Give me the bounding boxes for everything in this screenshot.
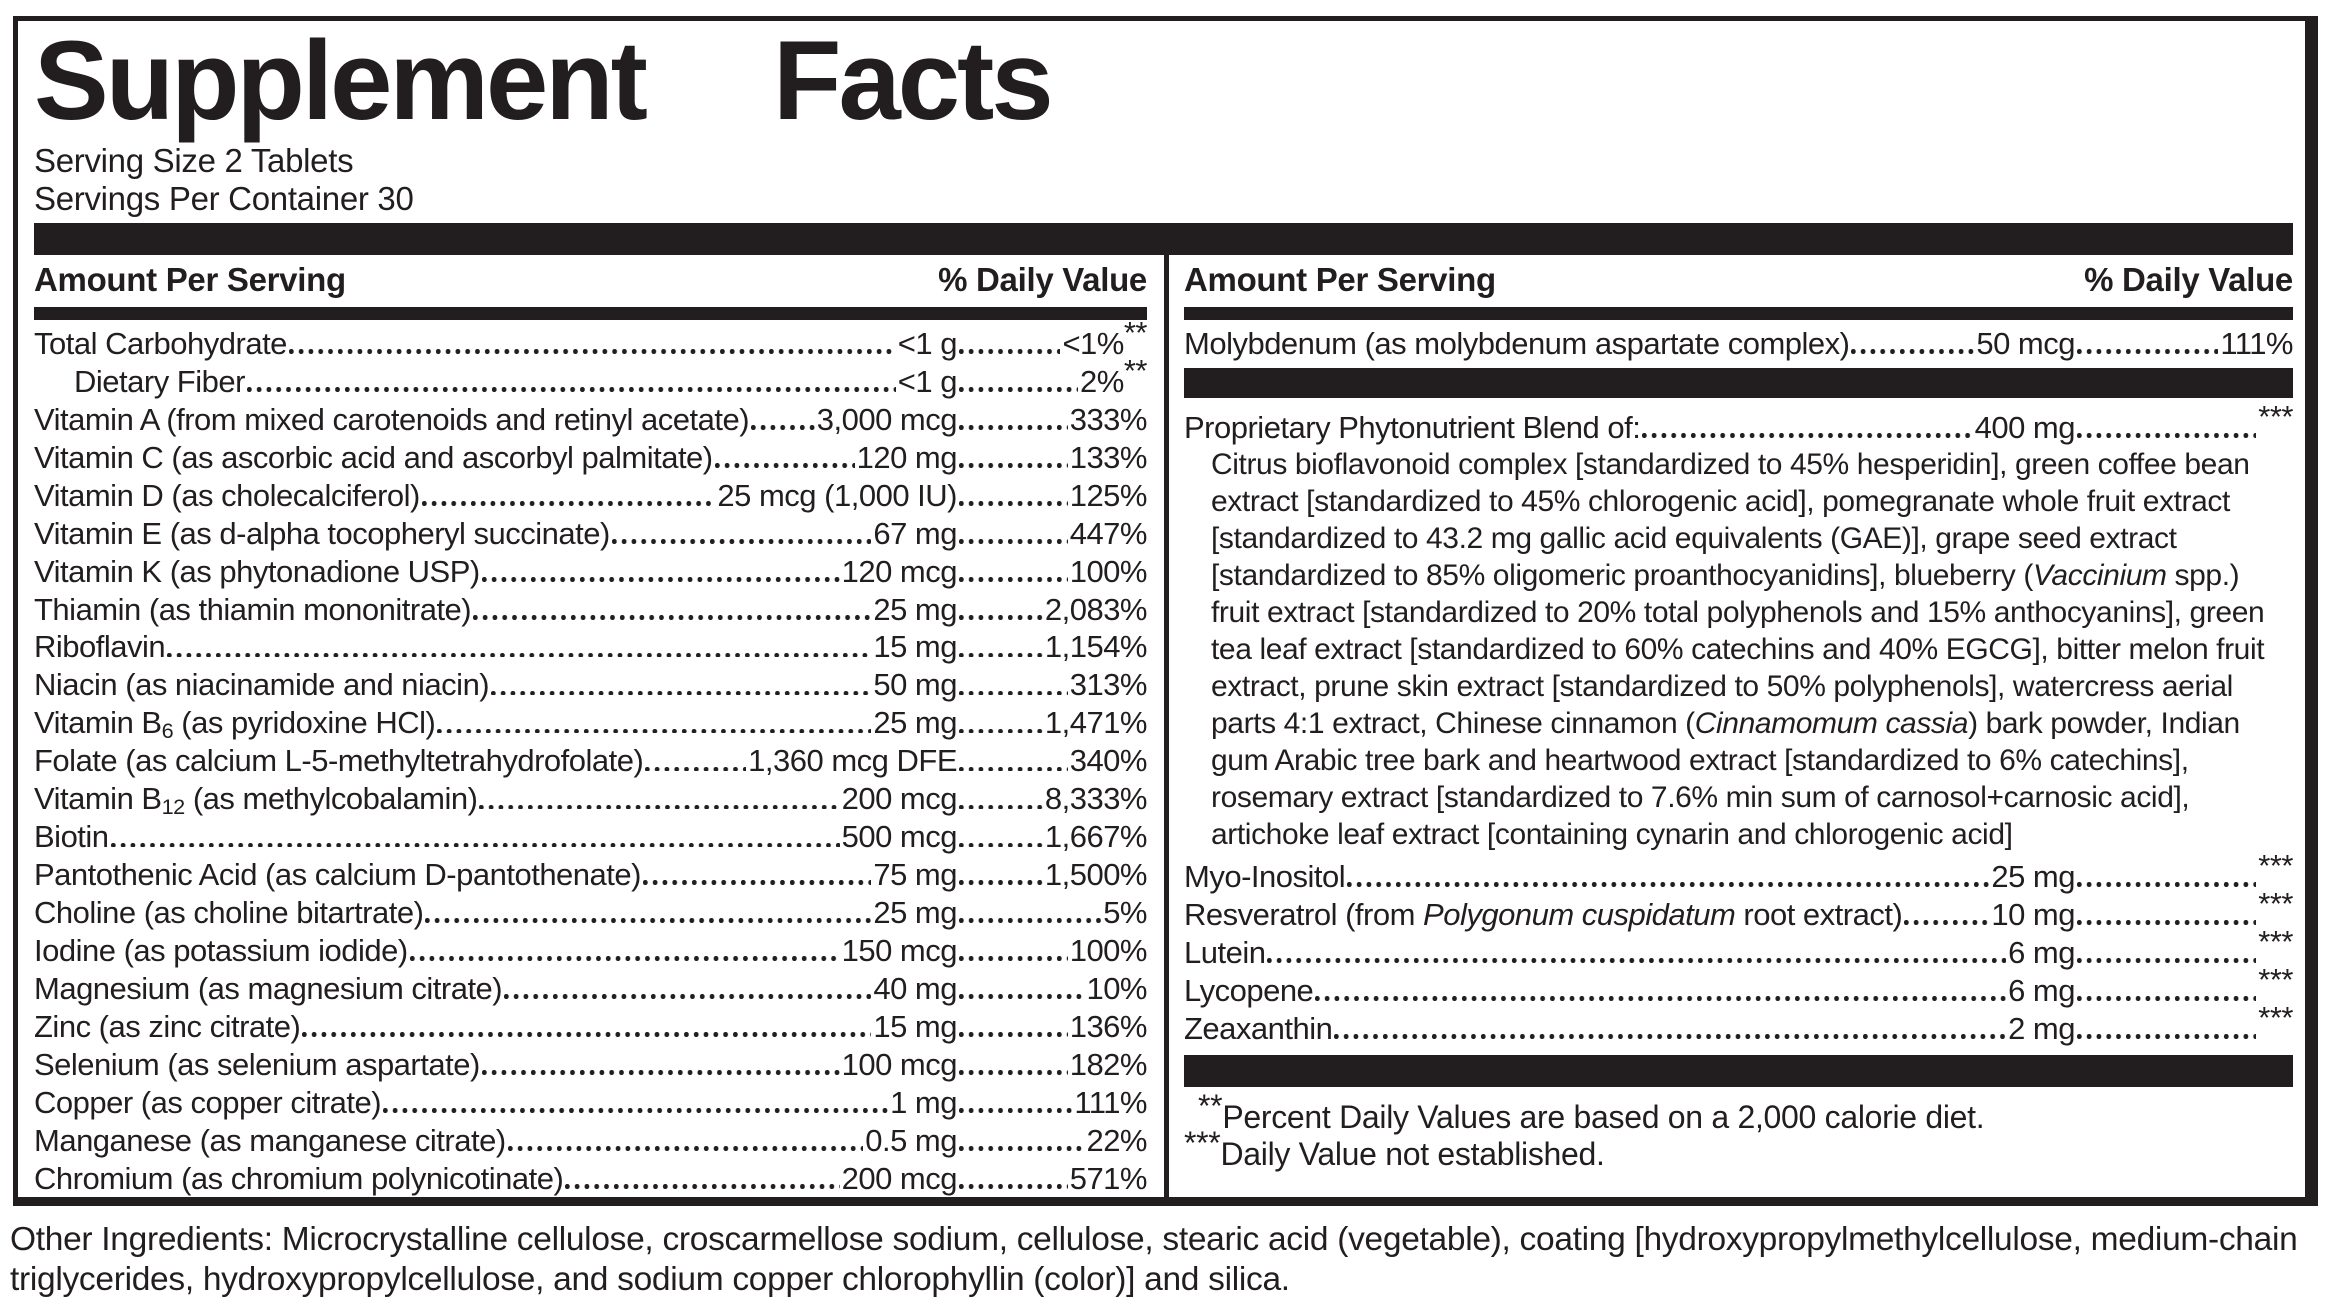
nutrient-dv-group [957,857,1147,893]
nutrient-name: Lycopene [1184,972,1314,1008]
nutrient-name: Biotin [34,819,109,855]
nutrient-dv-group [957,629,1147,665]
nutrient-daily-value [2258,1000,2293,1047]
nutrient-dv-group [957,440,1147,476]
nutrient-name: Vitamin B12 (as methylcobalamin) [34,781,478,819]
nutrient-amount: <1 g [897,325,957,361]
nutrient-daily-value: 1,667% [1044,819,1147,855]
dot-leader [959,918,1101,923]
nutrient-daily-value: 125% [1069,477,1147,513]
nutrient-name: Zeaxanthin [1184,1010,1333,1046]
nutrient-name: Copper (as copper citrate) [34,1084,382,1120]
nutrient-amount: 1,360 mcg DFE [748,743,957,779]
nutrient-dv-group [957,478,1147,514]
nutrient-name: Vitamin D (as cholecalciferol) [34,477,420,513]
dot-leader [959,501,1068,506]
nutrient-row [34,741,1147,779]
nutrient-daily-value [2258,399,2293,446]
nutrient-dv-group [957,933,1147,969]
dot-leader [959,956,1068,961]
dot-leader [959,349,1060,354]
nutrient-dv-group [2075,326,2293,362]
nutrient-row [34,552,1147,590]
nutrient-daily-value: 571% [1069,1160,1147,1196]
dot-leader [959,729,1043,734]
nutrient-daily-value: 447% [1069,515,1147,551]
dot-leader [302,1032,871,1037]
nutrient-daily-value: 182% [1069,1046,1147,1082]
nutrient-row [34,817,1147,855]
dot-leader [2077,882,2256,887]
text-segment-sup: *** [2258,962,2293,998]
dot-leader [959,387,1078,392]
footnotes [1184,1087,2293,1173]
dot-leader [410,956,840,961]
dot-leader [479,805,839,810]
nutrient-amount: 25 mg [873,591,957,627]
dot-leader [247,387,896,392]
dot-leader [959,843,1043,848]
section-bar-top [34,223,2293,255]
nutrient-name: Vitamin A (from mixed carotenoids and retinyl acetate) [34,401,750,437]
dot-leader [425,918,871,923]
nutrient-name: Molybdenum (as molybdenum aspartate complex) [1184,325,1850,361]
dot-leader [491,691,871,696]
nutrient-name: Vitamin B6 (as pyridoxine HCl) [34,705,436,743]
nutrient-daily-value: 2%** [1080,353,1147,399]
nutrient-row [1184,886,2293,933]
nutrient-dv-group [957,592,1147,628]
nutrient-name: Manganese (as manganese citrate) [34,1122,506,1158]
dot-leader [289,349,896,354]
proprietary-blend-row [1184,399,2293,446]
nutrient-name: Vitamin C (as ascorbic acid and ascorbyl palmitate) [34,439,713,475]
nutrient-amount: 50 mg [873,667,957,703]
nutrient-row [1184,924,2293,971]
nutrient-daily-value: 313% [1069,667,1147,703]
amount-per-serving-header: Amount Per Serving [34,261,346,298]
dot-leader [1267,958,2006,963]
nutrient-name: Vitamin E (as d-alpha tocopheryl succinate) [34,515,610,551]
nutrient-amount: 75 mg [873,857,957,893]
text-segment-i: Vaccinium [2032,558,2167,592]
nutrient-amount: 25 mcg (1,000 IU) [717,477,957,513]
nutrient-row [34,400,1147,438]
nutrient-row [34,1007,1147,1045]
text-segment-sup: ** [1123,353,1147,389]
footnote: **Percent Daily Values are based on a 2,000 calorie diet. [1198,1087,1985,1135]
dot-leader [645,767,746,772]
nutrient-name: Folate (as calcium L-5-methyltetrahydrofolate) [34,743,644,779]
text-segment-sup: *** [2258,399,2293,435]
dot-leader [959,1032,1068,1037]
nutrient-amount: 15 mg [873,629,957,665]
daily-value-header: % Daily Value [938,261,1147,298]
nutrient-row [34,628,1147,666]
dot-leader [959,767,1068,772]
nutrient-daily-value: 100% [1069,553,1147,589]
nutrient-name: Vitamin K (as phytonadione USP) [34,553,480,589]
nutrient-dv-group [957,315,1147,362]
nutrient-row [34,438,1147,476]
nutrient-row [34,315,1147,362]
text-segment-i: Polygonum cuspidatum [1423,896,1736,932]
nutrient-amount: 40 mg [873,970,957,1006]
right-column-header [1184,255,2293,307]
nutrient-row [34,969,1147,1007]
facts-box [13,16,2318,1206]
nutrient-amount: 3,000 mcg [816,401,957,437]
nutrient-amount: 6 mg [2008,934,2075,970]
dot-leader [504,994,871,999]
nutrient-dv-group [2075,1000,2293,1047]
nutrient-name: Riboflavin [34,629,166,665]
nutrient-row [1184,1000,2293,1047]
dot-leader [383,1108,888,1113]
nutrient-amount: 120 mcg [841,553,957,589]
dot-leader [612,539,871,544]
dot-leader [959,577,1068,582]
text-segment-sub: 12 [161,793,185,819]
nutrient-daily-value: 1,500% [1044,857,1147,893]
dot-leader [2077,433,2256,438]
nutrient-row [34,779,1147,817]
nutrient-daily-value: 2,083% [1044,591,1147,627]
nutrient-row [34,665,1147,703]
nutrient-name: Myo-Inositol [1184,858,1346,894]
nutrient-dv-group [957,1161,1147,1197]
nutrient-dv-group [957,516,1147,552]
nutrient-amount: 200 mcg [841,781,957,817]
nutrient-name: Niacin (as niacinamide and niacin) [34,667,490,703]
nutrient-name: Dietary Fiber [74,363,245,399]
nutrient-row [1184,962,2293,1009]
nutrient-daily-value: 333% [1069,401,1147,437]
left-column [34,255,1147,1197]
nutrient-daily-value: 136% [1069,1008,1147,1044]
nutrient-daily-value: 1,471% [1044,705,1147,741]
dot-leader [959,805,1043,810]
dot-leader [751,425,815,430]
text-segment-sup: *** [2258,924,2293,960]
text-segment-sup: *** [2258,886,2293,922]
nutrient-row [34,514,1147,552]
text-segment-sup: *** [2258,1000,2293,1036]
nutrient-amount: 67 mg [873,515,957,551]
supplement-facts-title: Supplement Facts [34,18,1051,143]
dot-leader [565,1184,839,1189]
nutrient-daily-value: <1%** [1062,315,1147,361]
dot-leader [2077,1034,2256,1039]
nutrient-amount: 0.5 mg [865,1122,957,1158]
dot-leader [715,463,855,468]
nutrient-amount: 400 mg [1974,409,2075,445]
nutrient-name: Total Carbohydrate [34,325,287,361]
nutrient-row [34,476,1147,514]
section-bar-blend [1184,368,2293,398]
daily-value-header: % Daily Value [2084,261,2293,298]
dot-leader [959,653,1043,658]
nutrient-row [34,1045,1147,1083]
nutrient-name: Pantothenic Acid (as calcium D-pantothenate) [34,857,641,893]
dot-leader [1642,433,1972,438]
dot-leader [1851,349,1974,354]
nutrient-daily-value: 100% [1069,932,1147,968]
dot-leader [482,577,840,582]
right-nutrient-rows-bottom [1184,848,2293,1047]
dot-leader [473,615,871,620]
dot-leader [2077,349,2218,354]
nutrient-dv-group [957,1009,1147,1045]
right-column [1184,255,2293,1197]
nutrient-name: Thiamin (as thiamin mononitrate) [34,591,472,627]
nutrient-row [1184,399,2293,446]
nutrient-row [34,855,1147,893]
nutrient-dv-group [957,1085,1147,1121]
serving-info [34,142,2293,218]
footnote: ***Daily Value not established. [1184,1124,1605,1172]
nutrient-name: Lutein [1184,934,1266,970]
text-segment-sup: ** [1123,315,1147,351]
left-nutrient-rows [34,315,1147,1197]
nutrient-dv-group [957,971,1147,1007]
nutrient-amount: 25 mg [873,705,957,741]
dot-leader [959,994,1084,999]
nutrient-daily-value: 22% [1086,1122,1147,1158]
nutrient-row [34,1159,1147,1197]
nutrient-amount: 2 mg [2008,1010,2075,1046]
nutrient-amount: 6 mg [2008,972,2075,1008]
text-segment-sup: ** [1198,1087,1223,1124]
nutrient-name: Magnesium (as magnesium citrate) [34,970,503,1006]
serving-size: Serving Size 2 Tablets [34,142,354,179]
nutrient-daily-value: 111% [1074,1084,1147,1120]
nutrient-amount: <1 g [897,363,957,399]
nutrient-amount: 100 mcg [841,1046,957,1082]
text-segment-sup: *** [1184,1124,1221,1161]
nutrient-dv-group [957,1123,1147,1159]
nutrient-dv-group [2075,399,2293,446]
nutrient-daily-value: 10% [1086,970,1147,1006]
dot-leader [1315,996,2006,1001]
proprietary-blend-description: Citrus bioflavonoid complex [standardized to 45% hesperidin], green coffee bean extract [standardized to 45% chlorogenic acid], pomegranate whole fruit extract [standardized to 43.2 mg gallic acid equivalents (GAE)], grape seed extract [standardized to 85% oligomeric proanthocyanidins], blueberry (Vaccinium spp.) fruit extract [standardized to 20% total polyphenols and 15% anthocyanins], green tea leaf extract [standardized to 60% catechins and 40% EGCG], bitter melon fruit extract, prune skin extract [standardized to 50% polyphenols], watercress aerial parts 4:1 extract, Chinese cinnamon (Cinnamomum cassia) bark powder, Indian gum Arabic tree bark and heartwood extract [standardized to 6% catechins], rosemary extract [standardized to 7.6% min sum of carnosol+carnosic acid], artichoke leaf extract [containing cynarin and chlorogenic acid] [1211,447,2265,851]
nutrient-row [34,353,1147,400]
dot-leader [2077,920,2256,925]
nutrient-amount: 1 mg [890,1084,957,1120]
nutrient-dv-group [957,353,1147,400]
header-underline-bar [34,307,1147,320]
dot-leader [959,463,1068,468]
nutrient-amount: 25 mg [873,895,957,930]
nutrient-daily-value: 5% [1103,895,1147,930]
other-ingredients: Other Ingredients: Microcrystalline cellulose, croscarmellose sodium, cellulose, stearic acid (vegetable), coating [hydroxypropylmethylcellulose, medium-chain triglycerides, hydroxypropylcellulose, and sodium copper chlorophyllin (color)] and silica. [10,1221,2298,1298]
nutrient-dv-group [957,705,1147,741]
nutrient-amount: 15 mg [873,1008,957,1044]
dot-leader [959,1108,1072,1113]
nutrient-amount: 10 mg [1991,896,2075,932]
dot-leader [1334,1034,2006,1039]
right-nutrient-rows-top [1184,320,2293,362]
nutrient-daily-value: 111% [2220,325,2293,361]
amount-per-serving-header: Amount Per Serving [1184,261,1496,298]
nutrient-row [34,590,1147,628]
dot-leader [959,880,1043,885]
nutrient-row [34,1121,1147,1159]
text-segment-sub: 6 [161,717,174,743]
nutrient-name: Selenium (as selenium aspartate) [34,1046,480,1082]
dot-leader [959,539,1068,544]
header-underline-bar [1184,307,2293,320]
text-segment-i: Cinnamomum cassia [1694,706,1969,740]
dot-leader [2077,958,2256,963]
text-segment-sup: *** [2258,848,2293,884]
dot-leader [111,843,840,848]
nutrient-dv-group [957,819,1147,855]
nutrient-dv-group [957,743,1147,779]
nutrient-row [34,893,1147,931]
nutrient-dv-group [957,402,1147,438]
nutrient-daily-value: 1,154% [1044,629,1147,665]
nutrient-dv-group [957,1047,1147,1083]
dot-leader [508,1146,864,1151]
dot-leader [482,1070,840,1075]
dot-leader [2077,996,2256,1001]
dot-leader [959,615,1043,620]
nutrient-daily-value: 133% [1069,439,1147,475]
left-column-header [34,255,1147,307]
nutrient-amount: 150 mcg [841,932,957,968]
nutrient-name: Choline (as choline bitartrate) [34,895,424,930]
nutrient-row [1184,324,2293,362]
column-divider [1164,255,1169,1197]
nutrient-name: Resveratrol (from Polygonum cuspidatum root extract) [1184,896,1903,932]
dot-leader [437,729,871,734]
dot-leader [959,691,1068,696]
dot-leader [167,653,871,658]
nutrient-amount: 25 mg [1991,858,2075,894]
nutrient-dv-group [957,781,1147,817]
nutrient-daily-value: 340% [1069,743,1147,779]
nutrient-daily-value: 8,333% [1044,781,1147,817]
nutrient-amount: 50 mcg [1976,325,2075,361]
nutrient-row [1184,848,2293,895]
nutrient-dv-group [957,667,1147,703]
facts-columns [34,255,2293,1197]
dot-leader [959,1184,1068,1189]
nutrient-name: Chromium (as chromium polynicotinate) [34,1160,564,1196]
dot-leader [1347,882,1989,887]
nutrient-amount: 120 mg [856,439,957,475]
dot-leader [959,1070,1068,1075]
nutrient-amount: 500 mcg [841,819,957,855]
nutrient-row [34,931,1147,969]
nutrient-name: Proprietary Phytonutrient Blend of: [1184,409,1641,445]
nutrient-name: Iodine (as potassium iodide) [34,932,408,968]
dot-leader [643,880,871,885]
nutrient-dv-group [957,895,1147,931]
nutrient-dv-group [957,554,1147,590]
nutrient-row [34,1083,1147,1121]
nutrient-name: Zinc (as zinc citrate) [34,1008,301,1044]
servings-per-container: Servings Per Container 30 [34,180,414,217]
nutrient-row [34,703,1147,741]
dot-leader [1904,920,1989,925]
dot-leader [959,1146,1084,1151]
dot-leader [959,425,1068,430]
section-bar-footnotes [1184,1055,2293,1087]
nutrient-amount: 200 mcg [841,1160,957,1196]
dot-leader [422,501,716,506]
